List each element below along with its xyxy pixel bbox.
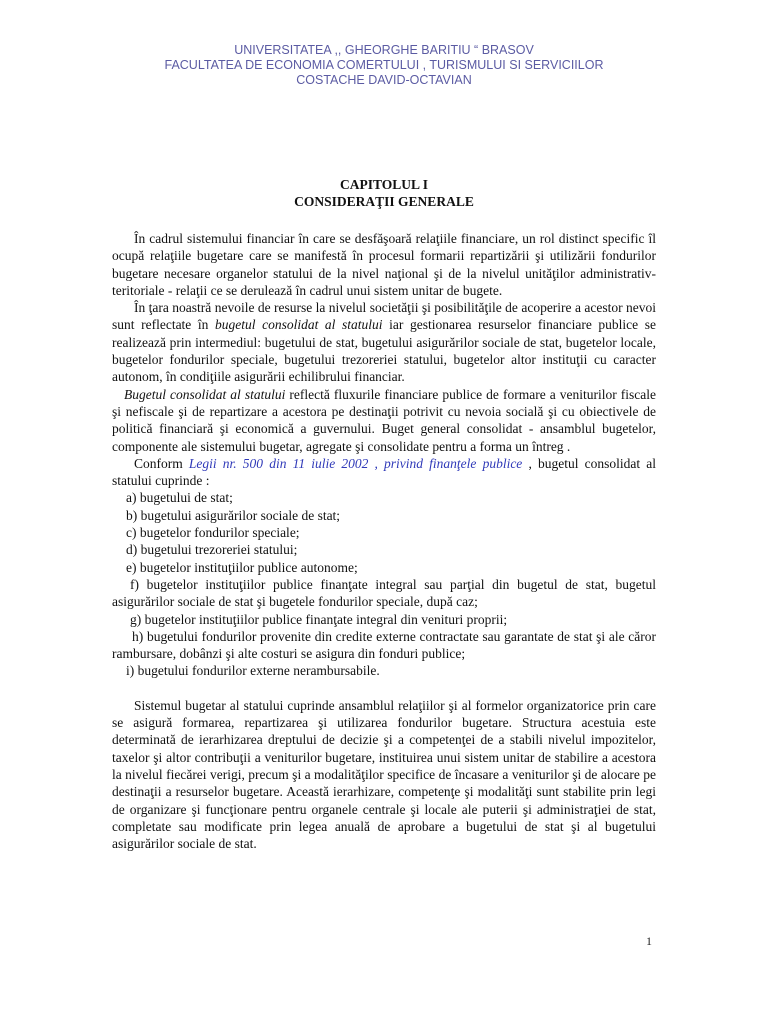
paragraph-3-text: reflectă fluxurile financiare publice de formare a veniturilor fiscale şi nefiscale şi de repartizare a acestora pe destinaţii potrivit cu nevoia socială şi cu obiectivele de politică financiară şi economică a guvernului. Buget general consolidat - ansamblul bugetelor, componente ale sistemului bugetar, agregate şi consolidate pentru a forma un întreg . [112,386,656,454]
law-reference-link[interactable]: Legii nr. 500 din 11 iulie 2002 , privind finanţele publice [188,455,523,471]
paragraph-2 [112,299,656,385]
author-name: COSTACHE DAVID-OCTAVIAN [296,73,472,87]
paragraph-4-text-b: , bugetul consolidat al statului cuprinde : [112,455,656,489]
paragraph-spacer [112,680,656,697]
list-item: h) bugetului fondurilor provenite din credite externe contractate sau garantate de stat şi ale căror rambursare, dobânzi şi alte costuri se asigura din fonduri publice; [112,628,656,662]
budget-list [112,489,656,679]
paragraph-4-text-a: Conform [134,455,189,471]
paragraph-5: Sistemul bugetar al statului cuprinde ansamblul relaţiilor şi al formelor organizatorice prin care se asigură formarea, repartizarea şi utilizarea fondurilor bugetare. Structura acestuia este determinată de ierarhizarea dreptului de decizie şi a competenţei de a stabili nivelul impozitelor, taxelor şi altor contribuţii a veniturilor bugetare, instituirea unui sistem unitar de stabilire a acestora la nivelul fiecărei verigi, precum şi a modalităţilor specifice de încasare a veniturilor şi de alocare pe destinaţii a resurselor bugetare. Această ierarhizare, competenţe şi modalităţi sunt stabilite prin legi de organizare şi funcţionare pentru organele centrale şi locale ale puterii şi administraţiei de stat, completate sau modificate prin legea anuală de aprobare a bugetului de stat şi al bugetului asigurărilor sociale de stat. [112,697,656,852]
list-item: f) bugetelor instituţiilor publice finanţate integral sau parţial din bugetul de stat, bugetul asigurărilor sociale de stat şi bugetele fondurilor speciale, după caz; [112,576,656,610]
paragraph-3-emphasis: Bugetul consolidat al statului [124,386,286,402]
chapter-heading [0,176,768,210]
list-item: b) bugetului asigurărilor sociale de stat; [126,507,341,523]
paragraph-4 [112,455,656,490]
list-item: c) bugetelor fondurilor speciale; [126,525,300,541]
chapter-title: CONSIDERAŢII GENERALE [294,194,474,209]
list-item: e) bugetelor instituţiilor publice autonome; [126,559,358,575]
list-item: g) bugetelor instituţiilor publice finanţate integral din venituri proprii; [130,611,508,627]
paragraph-2-text-b: iar gestionarea resurselor financiare publice se realizează prin intermediul: bugetului de stat, bugetului asigurărilor sociale de stat, bugetelor locale, bugetelor fondurilor speciale, bugetului trezoreriei statului, bugetelor altor instituţii cu caracter autonom, în condiţiile asigurării echilibrului financiar. [112,317,656,385]
list-item: i) bugetului fondurilor externe nerambursabile. [126,663,380,679]
faculty-name: FACULTATEA DE ECONOMIA COMERTULUI , TURISMULUI SI SERVICIILOR [164,58,604,72]
paragraph-2-emphasis: bugetul consolidat al statului [215,317,383,333]
document-header [0,43,768,88]
page-number: 1 [646,934,652,948]
paragraph-3 [112,386,656,455]
university-name: UNIVERSITATEA ,, GHEORGHE BARITIU “ BRASOV [234,43,534,57]
document-body [112,230,656,852]
list-item: a) bugetului de stat; [126,490,233,506]
paragraph-2-text-a: În ţara noastră nevoile de resurse la nivelul societăţii şi posibilităţile de acoperire a acestor nevoi sunt reflectate în [112,300,656,333]
chapter-number: CAPITOLUL I [340,177,428,192]
paragraph-1: În cadrul sistemului financiar în care se desfăşoară relaţiile financiare, un rol distinct specific îl ocupă relaţiile bugetare care se manifestă în procesul formarii repartizării şi utilizării fondurilor bugetare necesare organelor statului de la nivel naţional şi de la nivelul unităţilor administrativ-teritoriale - relaţii ce se derulează în cadrul unui sistem unitar de bugete. [112,231,656,298]
list-item: d) bugetului trezoreriei statului; [126,542,298,558]
